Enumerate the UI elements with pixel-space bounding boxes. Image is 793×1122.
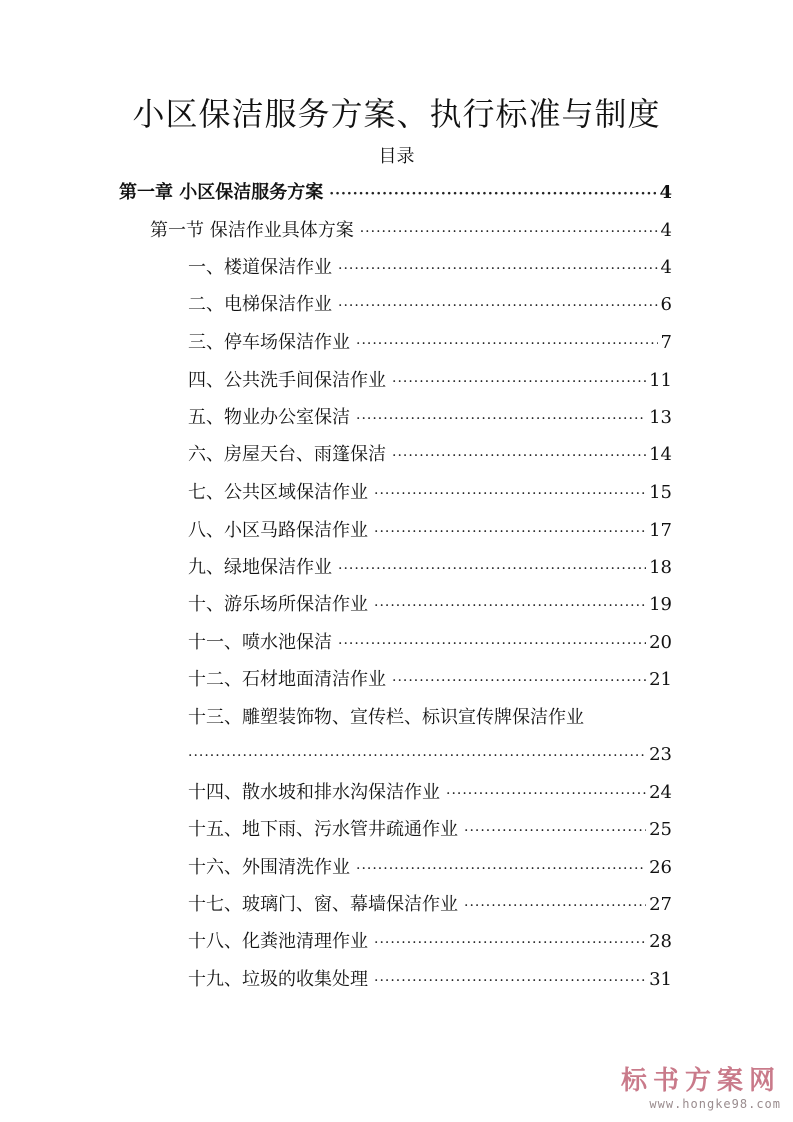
toc-dot-leader — [374, 591, 646, 621]
toc-item-10[interactable] — [188, 590, 672, 620]
toc-entry-label: 九、绿地保洁作业 — [188, 557, 332, 578]
toc-dot-leader — [374, 479, 646, 509]
toc-dot-leader — [374, 517, 646, 547]
toc-item-13[interactable] — [188, 740, 672, 770]
toc-entry-label: 三、停车场保洁作业 — [188, 332, 350, 353]
toc-entry-label: 第一章 小区保洁服务方案 — [119, 182, 324, 203]
toc-item-4[interactable] — [188, 366, 672, 396]
toc-dot-leader — [356, 404, 646, 434]
toc-entry-label: 十五、地下雨、污水管井疏通作业 — [188, 819, 458, 840]
watermark — [621, 1066, 781, 1112]
toc-entry-page: 31 — [649, 969, 672, 990]
toc-dot-leader — [392, 441, 646, 471]
toc-entry-page: 21 — [649, 669, 672, 690]
watermark-url: www.hongke98.com — [649, 1097, 781, 1111]
toc-entry-page: 28 — [649, 931, 672, 952]
toc-entry-label: 一、楼道保洁作业 — [188, 257, 332, 278]
toc-entry-label: 五、物业办公室保洁 — [188, 407, 350, 428]
toc-entry-page: 23 — [649, 744, 672, 765]
toc-chapter-1[interactable] — [119, 178, 672, 208]
toc-entry-label: 十八、化粪池清理作业 — [188, 931, 368, 952]
toc-entry-page: 13 — [649, 407, 672, 428]
toc-dot-leader — [329, 179, 656, 209]
document-title: 小区保洁服务方案、执行标准与制度 — [132, 95, 661, 133]
toc-dot-leader — [464, 816, 646, 846]
toc-dot-leader — [356, 329, 658, 359]
toc-item-1[interactable] — [188, 253, 672, 283]
toc-item-9[interactable] — [188, 553, 672, 583]
toc-dot-leader — [374, 966, 646, 996]
toc-entry-page: 17 — [649, 520, 672, 541]
toc-entry-label: 十九、垃圾的收集处理 — [188, 969, 368, 990]
toc-dot-leader — [446, 779, 646, 809]
toc-entry-page: 15 — [649, 482, 672, 503]
toc-dot-leader — [338, 629, 646, 659]
toc-dot-leader — [374, 928, 646, 958]
toc-entry-label: 十四、散水坡和排水沟保洁作业 — [188, 782, 440, 803]
toc-entry-page: 4 — [659, 182, 672, 203]
toc-item-11[interactable] — [188, 628, 672, 658]
toc-item-2[interactable] — [188, 290, 672, 320]
toc-item-17[interactable] — [188, 890, 672, 920]
toc-entry-page: 4 — [660, 257, 672, 278]
toc-section-1[interactable] — [150, 216, 672, 246]
toc-item-6[interactable] — [188, 440, 672, 470]
toc-entry-page: 14 — [649, 444, 672, 465]
toc-entry-page: 11 — [649, 370, 672, 391]
toc-entry-page: 18 — [649, 557, 672, 578]
toc-item-15[interactable] — [188, 815, 672, 845]
toc-dot-leader — [338, 254, 658, 284]
toc-entry-page: 27 — [649, 894, 672, 915]
toc-entry-page: 4 — [660, 220, 672, 241]
toc-dot-leader — [338, 554, 646, 584]
toc-dot-leader — [464, 891, 646, 921]
watermark-title: 标书方案网 — [620, 1066, 781, 1096]
toc-dot-leader — [392, 367, 646, 397]
toc-entry-label: 二、电梯保洁作业 — [188, 294, 332, 315]
toc-dot-leader — [392, 666, 646, 696]
toc-item-13-label[interactable]: 十三、雕塑装饰物、宣传栏、标识宣传牌保洁作业 — [188, 707, 584, 728]
toc-entry-label: 十二、石材地面清洁作业 — [188, 669, 386, 690]
toc-item-14[interactable] — [188, 778, 672, 808]
toc-entry-label: 六、房屋天台、雨篷保洁 — [188, 444, 386, 465]
toc-entry-label: 七、公共区域保洁作业 — [188, 482, 368, 503]
toc-entry-label: 十六、外围清洗作业 — [188, 857, 350, 878]
toc-dot-leader — [188, 741, 646, 771]
toc-entry-page: 26 — [649, 857, 672, 878]
toc-entry-page: 6 — [660, 294, 672, 315]
toc-entry-label: 十一、喷水池保洁 — [188, 632, 332, 653]
toc-entry-label: 十、游乐场所保洁作业 — [188, 594, 368, 615]
toc-item-8[interactable] — [188, 516, 672, 546]
toc-entry-page: 25 — [649, 819, 672, 840]
toc-item-16[interactable] — [188, 853, 672, 883]
toc-entry-label: 十七、玻璃门、窗、幕墙保洁作业 — [188, 894, 458, 915]
toc-item-12[interactable] — [188, 665, 672, 695]
toc-entry-page: 24 — [649, 782, 672, 803]
toc-dot-leader — [360, 217, 658, 247]
toc-entry-label: 四、公共洗手间保洁作业 — [188, 370, 386, 391]
toc-item-5[interactable] — [188, 403, 672, 433]
toc-item-7[interactable] — [188, 478, 672, 508]
toc-heading: 目录 — [378, 146, 415, 167]
toc-dot-leader — [338, 291, 658, 321]
toc-entry-page: 7 — [660, 332, 672, 353]
toc-entry-label: 第一节 保洁作业具体方案 — [150, 220, 354, 241]
toc-item-18[interactable] — [188, 927, 672, 957]
toc-entry-page: 19 — [649, 594, 672, 615]
toc-entry-label: 八、小区马路保洁作业 — [188, 520, 368, 541]
toc-item-19[interactable] — [188, 965, 672, 995]
toc-entry-page: 20 — [649, 632, 672, 653]
toc-dot-leader — [356, 854, 646, 884]
toc-item-3[interactable] — [188, 328, 672, 358]
